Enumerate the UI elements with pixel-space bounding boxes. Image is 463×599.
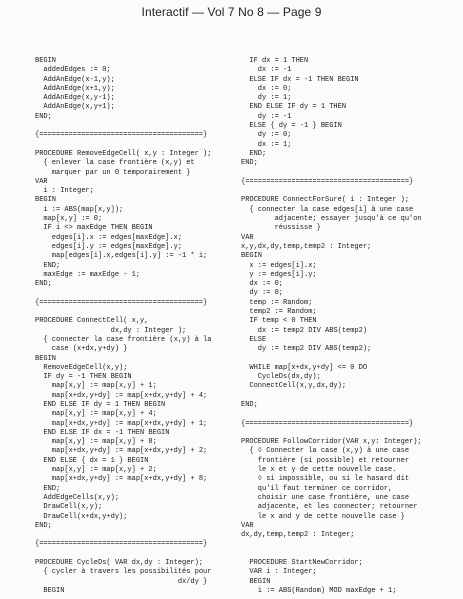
code-line: temp2 := Random; [241,308,317,317]
code-line: marquer par un 0 temporairement } [35,168,191,177]
code-line: END; [241,400,258,409]
code-line: END ELSE IF dy = 1 THEN [241,103,347,112]
code-line: DrawCell(x,y); [35,503,103,512]
code-line: dx := 0; [241,280,284,289]
code-line: PROCEDURE RemoveEdgeCell( x,y : Integer ); [35,149,212,158]
code-line: END; [35,112,52,121]
code-line [241,429,451,438]
code-line: END; [241,149,267,158]
code-line: PROCEDURE StartNewCorridor; [241,559,363,568]
code-column-left [35,57,235,596]
code-line: map[x,y] := map[x,y] + 1; [35,382,157,391]
code-line: maxEdge := maxEdge - 1; [35,270,141,279]
code-line: edges[i].x := edges[maxEdge].x; [35,233,183,242]
code-line: IF temp < 0 THEN [241,317,317,326]
code-line: AddAnEdge(x,y-1); [35,94,115,103]
code-line: AddEdgeCells(x,y); [35,493,120,502]
code-line [35,141,235,150]
code-line [241,169,451,178]
code-line: END; [35,521,52,530]
code-line: map[x,y] := map[x,y] + 2; [35,466,157,475]
code-line: {=======================================} [35,298,208,307]
code-line: dx := -1 [241,66,292,75]
code-line: dy := 0; [241,289,284,298]
code-line: addedEdges := 0; [35,66,111,75]
code-line: adjacente; essayer jusqu'à ce qu'on [241,215,422,224]
code-line: { ◊ Connecter la case (x,y) à une case [241,447,410,456]
code-line: dx/dy } [35,577,208,586]
code-line: { connecter la case edges[i] à une case [241,205,414,214]
code-line: map[x+dx,y+dy] := map[x+dx,y+dy] + 8; [35,475,208,484]
code-line: map[x,y] := map[x,y] + 8; [35,438,157,447]
code-line [35,308,235,317]
code-line [241,410,451,419]
code-line: IF dx = 1 THEN [241,57,309,65]
code-line: map[x,y] := map[x,y] + 4; [35,410,157,419]
code-line: { connecter la case frontière (x,y) à la [35,335,212,344]
code-line: AddAnEdge(x-1,y); [35,75,115,84]
code-line: { cycler à travers les possibilités pour [35,568,212,577]
code-line: dx := temp2 DIV ABS(temp2) [241,326,368,335]
code-line: VAR [241,233,254,242]
code-line: choisir une case frontière, une case [241,493,410,502]
code-column-right [241,57,451,596]
code-line: AddAnEdge(x,y+1); [35,103,115,112]
code-line: map[x,y] := 0; [35,215,103,224]
code-line: ELSE { dy = -1 } BEGIN [241,122,342,131]
code-line: map[edges[i].x,edges[i].y] := -1 * i; [35,252,208,261]
code-line: PROCEDURE ConnectForSure( i : Integer ); [241,196,410,205]
code-line: ◊ si impossible, ou si le hasard dit [241,475,410,484]
code-line: {=======================================} [241,177,414,186]
code-line: {=======================================} [35,540,208,549]
code-line: BEGIN [35,196,57,205]
code-line: END ELSE { dx = 1 } BEGIN [35,456,149,465]
code-line: dx,dy : Integer ); [35,326,187,335]
code-line: END; [35,280,52,289]
code-line: BEGIN [35,354,57,363]
code-line [241,392,451,401]
code-line: DrawCell(x+dx,y+dy); [35,512,128,521]
code-line: BEGIN [35,586,65,595]
code-line: dy := temp2 DIV ABS(temp2); [241,345,372,354]
code-line: ELSE IF dx = -1 THEN BEGIN [241,75,359,84]
code-line: BEGIN [35,57,57,65]
code-line: AddAnEdge(x+1,y); [35,84,115,93]
code-line: dx := 1; [241,140,292,149]
code-line: i : Integer; [35,187,94,196]
code-line: i := ABS(Random) MOD maxEdge + 1; [241,586,397,595]
code-line [35,531,235,540]
code-line: y := edges[i].y; [241,270,317,279]
code-line: ConnectCell(x,y,dx,dy); [241,382,347,391]
code-line: map[x+dx,y+dy] := map[x+dx,y+dy] + 2; [35,447,208,456]
code-line: END; [35,261,61,270]
code-line: IF dy = -1 THEN BEGIN [35,373,132,382]
code-line: {=======================================} [35,131,208,140]
code-line: x := edges[i].x; [241,261,317,270]
code-line: adjacente, et les connecter; retourner [241,503,418,512]
code-line: BEGIN [241,577,271,586]
code-line [241,550,451,559]
code-line: RemoveEdgeCell(x,y); [35,363,128,372]
code-line: i := ABS(map[x,y]); [35,205,124,214]
code-line: x,y,dx,dy,temp,temp2 : Integer; [241,242,372,251]
code-line: END ELSE IF dx = -1 THEN BEGIN [35,428,170,437]
code-line: IF i <> maxEdge THEN BEGIN [35,224,153,233]
code-line: WHILE map[x+dx,y+dy] <= 0 DO [241,363,368,372]
code-line: END; [35,484,61,493]
code-line: réussisse } [241,224,321,233]
code-line [35,289,235,298]
code-line: PROCEDURE FollowCorridor(VAR x,y: Integer); [241,438,422,447]
code-line: dy := 1; [241,94,292,103]
page-header: Interactif — Vol 7 No 8 — Page 9 [141,5,322,19]
code-line: VAR [241,521,254,530]
code-line: dy := 0; [241,131,292,140]
code-line: END; [241,159,258,168]
code-line: le x and y de cette nouvelle case } [241,512,405,521]
code-line: {=======================================} [241,419,414,428]
code-line: dx,dy,temp,temp2 : Integer; [241,531,355,540]
code-line: CycleDs(dx,dy); [241,373,321,382]
code-line: dy := -1 [241,112,292,121]
code-line: VAR i : Integer; [241,568,317,577]
code-line [35,550,235,559]
code-line: qu'il faut terminer ce corridor, [241,484,393,493]
code-line: map[x+dx,y+dy] := map[x+dx,y+dy] + 1; [35,419,208,428]
code-line: edges[i].y := edges[maxEdge].y; [35,242,183,251]
code-line: ELSE [241,335,267,344]
code-line: BEGIN [241,252,263,261]
code-line: dx := 0; [241,84,292,93]
code-line: PROCEDURE CycleDs( VAR dx,dy : Integer); [35,559,204,568]
code-line: PROCEDURE ConnectCell( x,y, [35,317,149,326]
code-line: VAR [35,177,48,186]
code-line: END ELSE IF dy = 1 THEN BEGIN [35,400,166,409]
code-line: { enlever la case frontière (x,y) et [35,159,195,168]
code-line [241,540,451,549]
code-line [241,187,451,196]
code-line: map[x+dx,y+dy] := map[x+dx,y+dy] + 4; [35,391,208,400]
code-line: le x et y de cette nouvelle case. [241,466,397,475]
code-line [241,355,451,364]
code-line: frontière (si possible) et retourner [241,456,410,465]
code-line [35,122,235,131]
code-line: case (x+dx,y+dy) } [35,345,128,354]
code-line: temp := Random; [241,298,313,307]
